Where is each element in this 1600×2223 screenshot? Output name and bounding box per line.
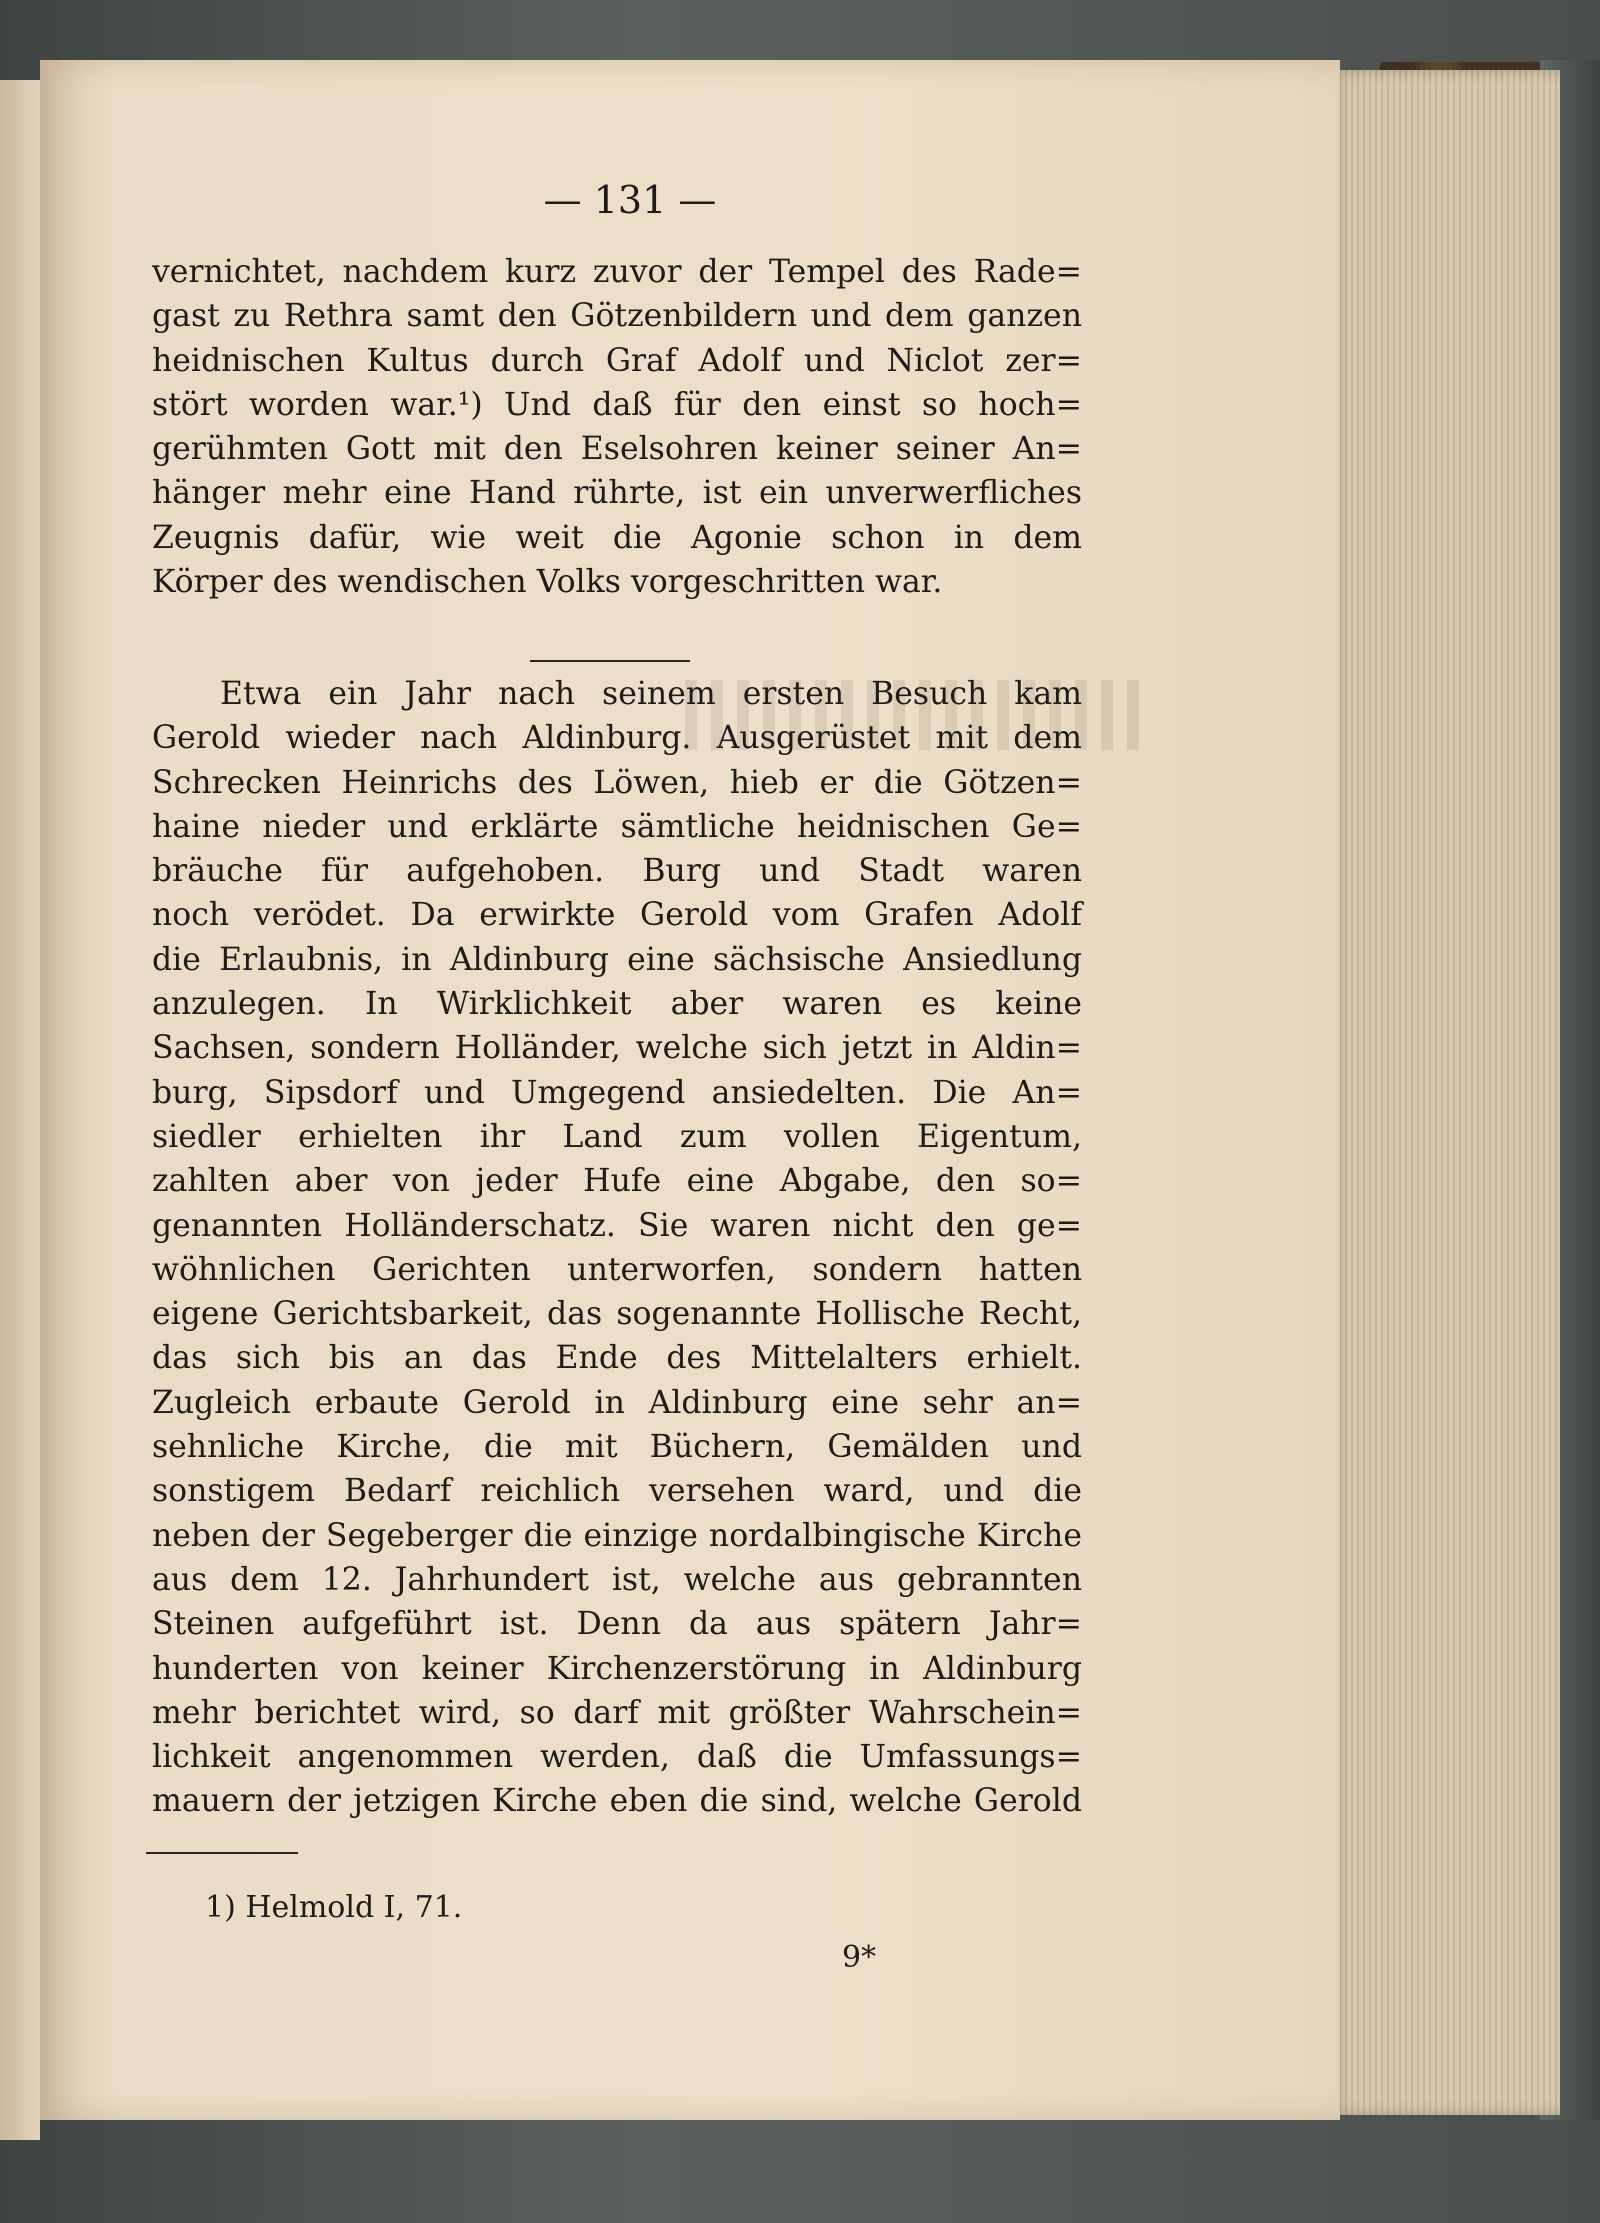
text-line: noch verödet. Da erwirkte Gerold vom Grafen Adolf bbox=[152, 897, 1082, 934]
text-line: bräuche für aufgehoben. Burg und Stadt waren bbox=[152, 853, 1082, 890]
text-line: sehnliche Kirche, die mit Büchern, Gemälden und bbox=[152, 1429, 1082, 1466]
text-line: anzulegen. In Wirklichkeit aber waren es keine bbox=[152, 986, 1082, 1023]
text-line: lichkeit angenommen werden, daß die Umfassungs= bbox=[152, 1739, 1082, 1776]
text-line: gast zu Rethra samt den Götzenbildern und dem ganzen bbox=[152, 298, 1082, 335]
text-line: Schrecken Heinrichs des Löwen, hieb er die Götzen= bbox=[152, 764, 1082, 801]
text-line: Körper des wendischen Volks vorgeschritten war. bbox=[152, 564, 943, 601]
footnote: 1) Helmold I, 71. bbox=[205, 1890, 463, 1925]
text-line: Etwa ein Jahr nach seinem ersten Besuch kam bbox=[220, 676, 1082, 712]
text-line: haine nieder und erklärte sämtliche heidnischen Ge= bbox=[152, 808, 1082, 845]
text-line: neben der Segeberger die einzige nordalbingische Kirche bbox=[152, 1517, 1082, 1554]
text-line: siedler erhielten ihr Land zum vollen Eigentum, bbox=[152, 1118, 1082, 1155]
text-line: mehr berichtet wird, so darf mit größter Wahrschein= bbox=[152, 1694, 1082, 1731]
text-line: Gerold wieder nach Aldinburg. Ausgerüstet mit dem bbox=[152, 720, 1082, 757]
text-line: genannten Holländerschatz. Sie waren nicht den ge= bbox=[152, 1207, 1082, 1244]
paragraph-2 bbox=[152, 672, 1082, 1824]
text-line: die Erlaubnis, in Aldinburg eine sächsische Ansiedlung bbox=[152, 941, 1082, 978]
text-line: mauern der jetzigen Kirche eben die sind, welche Gerold bbox=[152, 1783, 1082, 1820]
text-line: burg, Sipsdorf und Umgegend ansiedelten. Die An= bbox=[152, 1074, 1082, 1111]
text-line: hänger mehr eine Hand rührte, ist ein unverwerfliches bbox=[152, 475, 1082, 512]
text-line: hunderten von keiner Kirchenzerstörung in Aldinburg bbox=[152, 1650, 1082, 1687]
text-line: Sachsen, sondern Holländer, welche sich jetzt in Aldin= bbox=[152, 1030, 1082, 1067]
text-line: sonstigem Bedarf reichlich versehen ward, und die bbox=[152, 1473, 1082, 1510]
paragraph-1 bbox=[152, 250, 1082, 604]
text-line: stört worden war.¹) Und daß für den einst so hoch= bbox=[152, 386, 1082, 423]
text-line: eigene Gerichtsbarkeit, das sogenannte Hollische Recht, bbox=[152, 1296, 1082, 1333]
text-line: Zugleich erbaute Gerold in Aldinburg eine sehr an= bbox=[152, 1384, 1082, 1421]
text-line: wöhnlichen Gerichten unterworfen, sondern hatten bbox=[152, 1251, 1082, 1288]
text-line: zahlten aber von jeder Hufe eine Abgabe, den so= bbox=[152, 1163, 1082, 1200]
signature-mark: 9* bbox=[842, 1940, 877, 1975]
text-line: heidnischen Kultus durch Graf Adolf und Niclot zer= bbox=[152, 342, 1082, 379]
footnote-divider bbox=[146, 1852, 298, 1854]
facing-page-edge bbox=[0, 80, 40, 2140]
page-number: — 131 — bbox=[543, 178, 717, 222]
text-line: gerühmten Gott mit den Eselsohren keiner seiner An= bbox=[152, 431, 1082, 468]
text-line: Steinen aufgeführt ist. Denn da aus spätern Jahr= bbox=[152, 1606, 1082, 1643]
text-line: aus dem 12. Jahrhundert ist, welche aus gebrannten bbox=[152, 1561, 1082, 1598]
text-line: vernichtet, nachdem kurz zuvor der Tempel des Rade= bbox=[152, 254, 1082, 290]
page-edges bbox=[1330, 70, 1560, 2115]
text-line: das sich bis an das Ende des Mittelalters erhielt. bbox=[152, 1340, 1082, 1377]
section-divider bbox=[530, 660, 690, 662]
text-line: Zeugnis dafür, wie weit die Agonie schon in dem bbox=[152, 519, 1082, 556]
